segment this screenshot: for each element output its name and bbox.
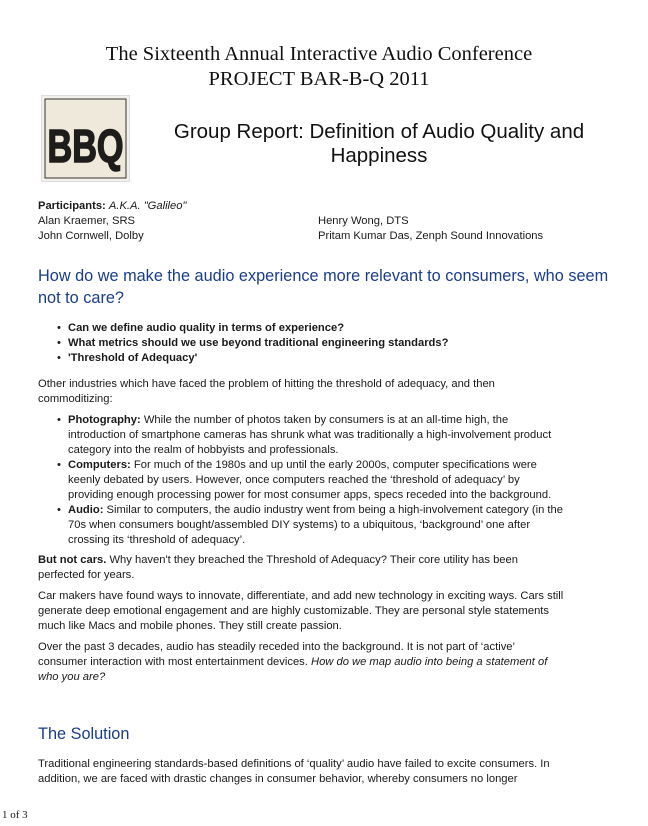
report-title-line2: Happiness: [330, 144, 428, 167]
solution-paragraph: Traditional engineering standards-based definitions of ‘quality’ audio have failed to excite consumers. In addition, we are faced with drastic changes in consumer behavior, whereby consumers no longer: [38, 758, 550, 785]
solution-heading: The Solution: [38, 725, 130, 743]
logo-text: BBQ: [47, 120, 124, 172]
conference-title: The Sixteenth Annual Interactive Audio Conference: [105, 43, 533, 65]
list-item-computers: • Computers: For much of the 1980s and up until the early 2000s, computer specifications were keenly debated by users. However, once computers reached the ‘threshold of adequacy’ by providing enough processing power for most consumer apps, specs receded into the background.: [57, 459, 552, 501]
conference-subtitle: PROJECT BAR-B-Q 2011: [208, 68, 430, 90]
participant-alan: Alan Kraemer, SRS: [38, 215, 135, 227]
report-title-line1: Group Report: Definition of Audio Quality and: [173, 120, 585, 143]
participants-group-name: A.K.A. "Galileo": [108, 200, 187, 212]
industries-list: [57, 413, 608, 548]
participants-label: Participants:: [38, 200, 106, 212]
cars-paragraph: But not cars. Why haven't they breached the Threshold of Adequacy? Their core utility has been perfected for years.: [38, 554, 518, 581]
list-item-photography: • Photography: While the number of photos taken by consumers is at an all-time high, the introduction of smartphone cameras has shrunk what was traditionally a high-involvement product category into the realm of hobbyists and professionals.: [57, 414, 552, 456]
participant-henry: Henry Wong, DTS: [318, 215, 409, 227]
list-item: • What metrics should we use beyond traditional engineering standards?: [57, 337, 449, 349]
decades-paragraph: Over the past 3 decades, audio has steadily receded into the background. It is not part of ‘active’ consumer interaction with most entertainment devices. How do we map audio into being a statement of who you are?: [38, 641, 548, 683]
page-number: 1 of 3: [2, 809, 28, 821]
list-item: • Can we define audio quality in terms of experience?: [57, 322, 345, 334]
participant-john: John Cornwell, Dolby: [38, 230, 144, 242]
question-heading-line2: not to care?: [38, 289, 124, 307]
car-makers-paragraph: Car makers have found ways to innovate, differentiate, and add new technology in exciting ways. Cars still generate deep emotional engagement and are highly customizable. They are personal style statements much like Macs and mobile phones. They still create passion.: [38, 590, 564, 632]
question-heading-line1: How do we make the audio experience more relevant to consumers, who seem: [38, 267, 609, 285]
participant-pritam: Pritam Kumar Das, Zenph Sound Innovations: [318, 230, 544, 242]
list-item: • 'Threshold of Adequacy': [57, 352, 198, 364]
question-bullet-list: [57, 321, 449, 366]
industries-intro: Other industries which have faced the problem of hitting the threshold of adequacy, and then commoditizing:: [38, 378, 495, 405]
list-item-audio: • Audio: Similar to computers, the audio industry went from being a high-involvement category (in the 70s when consumers bought/assembled DIY systems) to a ubiquitous, ‘background’ one after crossing its ‘threshold of adequacy’.: [57, 504, 563, 546]
participants-heading: [38, 199, 186, 214]
